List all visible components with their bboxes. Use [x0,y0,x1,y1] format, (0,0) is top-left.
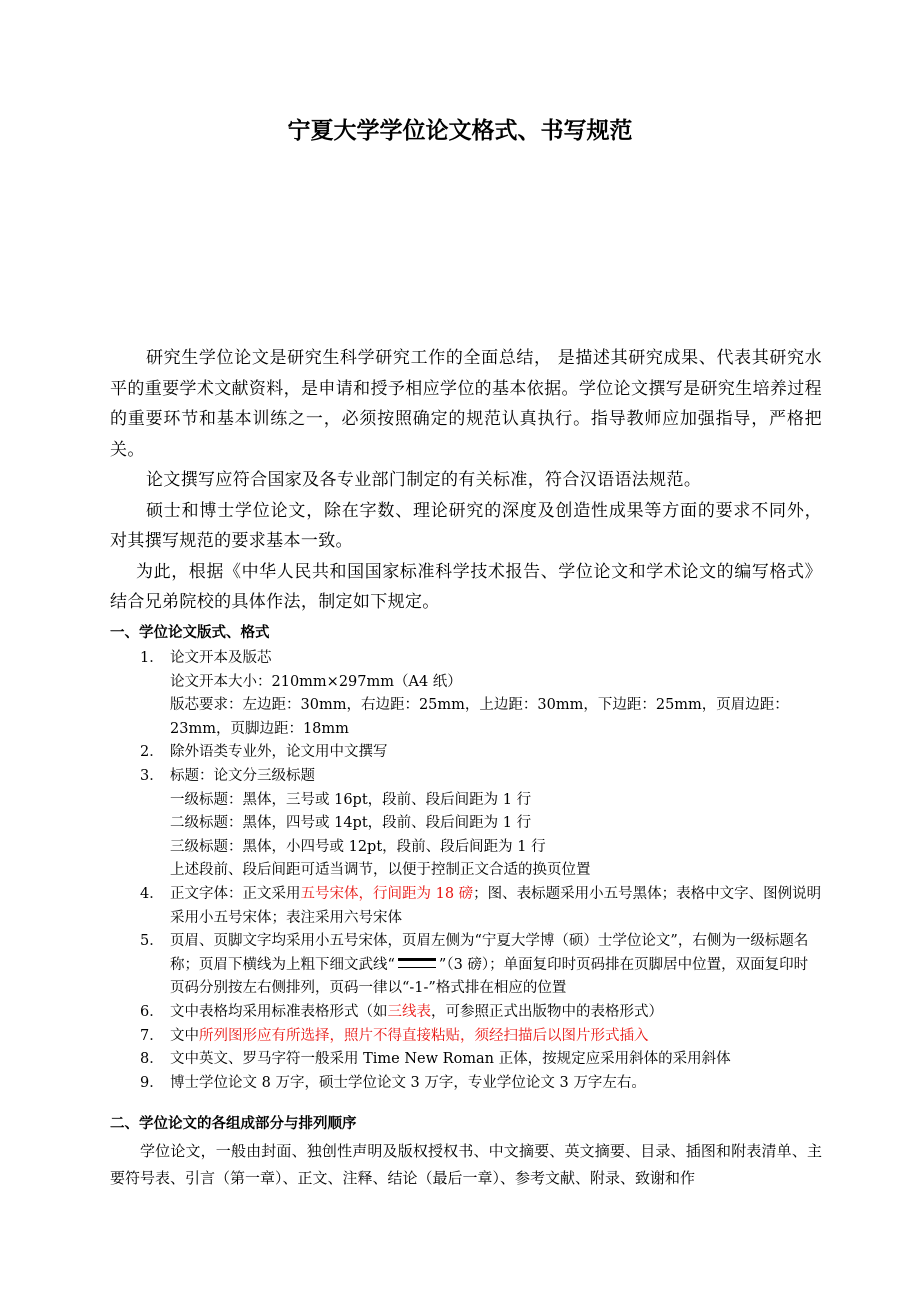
item-text-pre: 文中表格均采用标准表格形式（如 [170,1003,388,1020]
item-text-post: ，可参照正式出版物中的表格形式） [431,1003,663,1020]
item-number: 8． [140,1051,164,1068]
list-item-2 [110,741,822,765]
intro-section [110,343,822,618]
item-text-pre: 正文字体：正文采用 [170,885,301,902]
highlight-text: 三线表 [387,1003,431,1020]
item-text: 标题：论文分三级标题 [170,767,315,784]
list-item-1 [110,647,822,671]
heading-level-1-line: 一级标题：黑体，三号或 16pt，段前、段后间距为 1 行 [170,791,532,808]
structure-paragraph: 学位论文，一般由封面、独创性声明及版权授权书、中文摘要、英文摘要、目录、插图和附表清单、主要符号表、引言（第一章）、正文、注释、结论（最后一章）、参考文献、附录、致谢和作 [110,1142,822,1187]
item-number: 3． [140,767,164,784]
item-number: 5． [140,933,164,950]
item-number: 9． [140,1074,164,1091]
heading-level-2-line: 二级标题：黑体，四号或 14pt，段前、段后间距为 1 行 [170,815,532,832]
list-item-4 [110,883,822,930]
spacing-note-line: 上述段前、段后间距可适当调节，以便于控制正文合适的换页位置 [170,862,591,879]
list-item-7 [110,1025,822,1049]
intro-paragraph-1: 研究生学位论文是研究生科学研究工作的全面总结， 是描述其研究成果、代表其研究水平的重要学术文献资料，是申请和授予相应学位的基本依据。学位论文撰写是研究生培养过程的重要环节和基本训练之一，必须按照确定的规范认真执行。指导教师应加强指导，严格把关。 [110,348,822,460]
list-item-6 [110,1001,822,1025]
item-text: 论文开本及版芯 [170,650,272,666]
item-text: 博士学位论文 8 万字，硕士学位论文 3 万字，专业学位论文 3 万字左右。 [170,1074,646,1091]
item-number: 1． [140,650,164,666]
highlight-text: 五号宋体，行间距为 18 磅 [300,885,474,902]
item-number: 6． [140,1003,164,1020]
item-number: 7． [140,1027,164,1044]
item-text-pre: 页眉、页脚文字均采用小五号宋体，页眉左侧为“宁夏大学博（硕）士学位论文”，右侧为一级标题名称；页眉下横线为上粗下细文武线“ [170,933,809,973]
page-title: 宁夏大学学位论文格式、书写规范 [287,118,633,144]
item-text: 除外语类专业外，论文用中文撰写 [170,744,388,761]
list-item-9 [110,1072,822,1096]
list-item-8 [110,1048,822,1072]
section-heading-2: 二、学位论文的各组成部分与排列顺序 [110,1116,357,1132]
highlight-text: 所列图形应有所选择，照片不得直接粘贴，须经扫描后以图片形式插入 [199,1027,649,1044]
list-item-3 [110,765,822,789]
item-text: 文中英文、罗马字符一般采用 Time New Roman 正体，按规定应采用斜体的采用斜体 [170,1051,731,1068]
double-line-rule-icon [398,958,436,968]
section-heading-1: 一、学位论文版式、格式 [110,625,270,641]
item-number: 4． [140,885,164,902]
section-format [110,621,822,1095]
intro-paragraph-3: 硕士和博士学位论文，除在字数、理论研究的深度及创造性成果等方面的要求不同外，对其撰写规范的要求基本一致。 [110,500,822,551]
intro-paragraph-2: 论文撰写应符合国家及各专业部门制定的有关标准，符合汉语语法规范。 [146,470,702,490]
section-structure [110,1112,822,1191]
heading-level-3-line: 三级标题：黑体，小四号或 12pt，段前、段后间距为 1 行 [170,838,546,855]
item-text-post: ”（3 磅）；单面复印时页码排在页脚居中位置，双面复印时页码分别按左右侧排列，页码一律以“-1-”格式排在相应的位置 [170,956,809,997]
margins-line: 版芯要求：左边距：30mm，右边距：25mm，上边距：30mm，下边距：25mm，页眉边距：23mm，页脚边距：18mm [170,697,789,737]
paper-size-line: 论文开本大小：210mm×297mm（A4 纸） [170,673,462,690]
item-number: 2． [140,744,164,761]
intro-paragraph-4: 为此，根据《中华人民共和国国家标准科学技术报告、学位论文和学术论文的编写格式》结合兄弟院校的具体作法，制定如下规定。 [110,561,822,612]
item-text-pre: 文中 [170,1027,199,1044]
item-text-post: ；图、表标题采用小五号黑体；表格中文字、图例说明采用小五号宋体；表注采用六号宋体 [170,885,822,926]
list-item-5 [110,930,822,1001]
